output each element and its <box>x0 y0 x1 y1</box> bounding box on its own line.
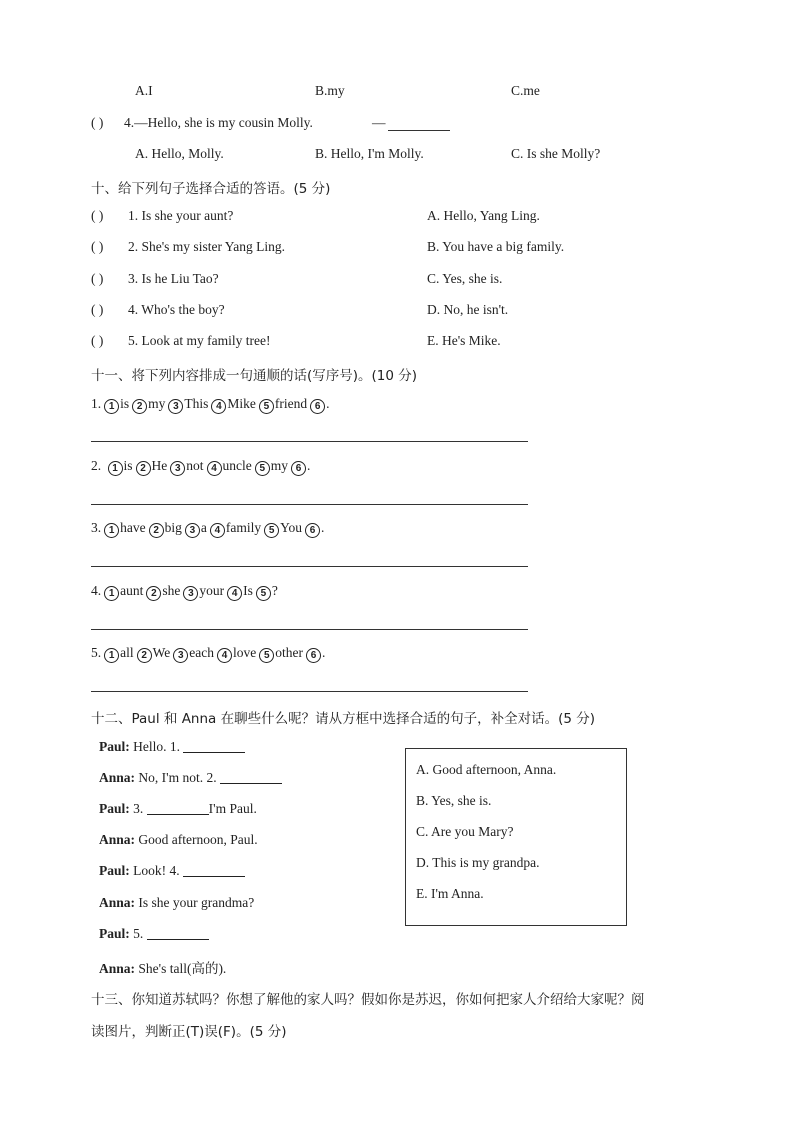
circled-number-4: 4 <box>207 461 222 476</box>
q4-option-c: C. Is she Molly? <box>511 146 601 161</box>
q4-option-a: A. Hello, Molly. <box>135 146 224 161</box>
dialogue-line-6 <box>99 895 254 911</box>
dialogue-text-after: I'm Paul. <box>208 801 257 816</box>
section10-paren: ( ) <box>91 333 104 348</box>
word: He <box>151 458 168 473</box>
speaker: Anna: <box>99 832 136 847</box>
dialogue-text: Good afternoon, Paul. <box>135 832 258 847</box>
blank-2[interactable] <box>220 771 282 784</box>
section10-paren: ( ) <box>91 271 104 286</box>
blank-4[interactable] <box>183 864 245 877</box>
word: all <box>120 645 134 660</box>
section10-paren: ( ) <box>91 208 104 223</box>
section12-heading: 十二、Paul 和 Anna 在聊些什么呢？请从方框中选择合适的句子，补全对话。(5 分) <box>91 711 596 727</box>
word: uncle <box>222 458 252 473</box>
section10-question: 4. Who's the boy? <box>128 302 225 317</box>
section10-question: 5. Look at my family tree! <box>128 333 271 348</box>
section11-answer-line-4[interactable] <box>91 629 528 630</box>
section13-heading-line1: 十三、你知道苏轼吗？你想了解他的家人吗？假如你是苏迟，你如何把家人介绍给大家呢？阅 <box>91 992 645 1008</box>
word: friend <box>274 396 308 411</box>
word: big <box>164 520 182 535</box>
word: my <box>148 396 166 411</box>
circled-number-4: 4 <box>210 523 225 538</box>
box-option-a: A. Good afternoon, Anna. <box>416 762 557 777</box>
section10-heading: 十、给下列句子选择合适的答语。(5 分) <box>91 181 331 197</box>
circled-number-2: 2 <box>136 461 151 476</box>
speaker: Anna: <box>99 895 136 910</box>
word: . <box>321 520 325 535</box>
circled-number-5: 5 <box>264 523 279 538</box>
circled-number-1: 1 <box>104 523 119 538</box>
circled-number-3: 3 <box>173 648 188 663</box>
section11-item-1 <box>91 396 330 414</box>
circled-number-3: 3 <box>168 399 183 414</box>
word: your <box>199 583 225 598</box>
circled-number-3: 3 <box>183 586 198 601</box>
item-number: 4. <box>91 583 102 598</box>
dialogue-text: Hello. 1. <box>129 739 184 754</box>
circled-number-4: 4 <box>211 399 226 414</box>
word: have <box>120 520 146 535</box>
circled-number-1: 1 <box>108 461 123 476</box>
word: Is <box>243 583 253 598</box>
word: each <box>189 645 215 660</box>
circled-number-5: 5 <box>255 461 270 476</box>
circled-number-3: 3 <box>170 461 185 476</box>
section10-question: 3. Is he Liu Tao? <box>128 271 219 286</box>
section11-item-3 <box>91 520 324 538</box>
q4-reply-dash: — <box>372 115 386 130</box>
word: love <box>233 645 257 660</box>
section10-question: 1. Is she your aunt? <box>128 208 234 223</box>
word: a <box>200 520 207 535</box>
item-number: 1. <box>91 396 102 411</box>
word: . <box>326 396 330 411</box>
dialogue-text: She's tall(高的). <box>135 961 227 976</box>
speaker: Paul: <box>99 801 130 816</box>
circled-number-1: 1 <box>104 399 119 414</box>
q4-paren: ( ) <box>91 115 104 130</box>
word: is <box>120 396 130 411</box>
section10-answer: B. You have a big family. <box>427 239 565 254</box>
circled-number-6: 6 <box>306 648 321 663</box>
speaker: Paul: <box>99 863 130 878</box>
word: You <box>280 520 303 535</box>
circled-number-4: 4 <box>227 586 242 601</box>
q4-option-b: B. Hello, I'm Molly. <box>315 146 424 161</box>
circled-number-3: 3 <box>185 523 200 538</box>
word: . <box>322 645 326 660</box>
dialogue-line-1 <box>99 739 245 755</box>
word: not <box>186 458 204 473</box>
q4-answer-line[interactable] <box>388 130 450 131</box>
word: other <box>275 645 304 660</box>
q3-option-b: B.my <box>315 83 345 98</box>
section10-answer: D. No, he isn't. <box>427 302 509 317</box>
dialogue-line-8 <box>99 957 226 977</box>
dialogue-text: No, I'm not. 2. <box>135 770 220 785</box>
section11-answer-line-2[interactable] <box>91 504 528 505</box>
section10-question: 2. She's my sister Yang Ling. <box>128 239 285 254</box>
word: This <box>184 396 209 411</box>
item-number: 5. <box>91 645 102 660</box>
section11-item-4 <box>91 583 278 601</box>
circled-number-6: 6 <box>305 523 320 538</box>
q3-option-c: C.me <box>511 83 540 98</box>
speaker: Anna: <box>99 770 136 785</box>
q4-text: 4.—Hello, she is my cousin Molly. <box>124 115 313 130</box>
item-number: 3. <box>91 520 102 535</box>
circled-number-5: 5 <box>259 648 274 663</box>
circled-number-2: 2 <box>146 586 161 601</box>
section11-answer-line-3[interactable] <box>91 566 528 567</box>
box-option-d: D. This is my grandpa. <box>416 855 540 870</box>
speaker: Anna: <box>99 961 136 976</box>
blank-5[interactable] <box>147 927 209 940</box>
dialogue-text: Is she your grandma? <box>135 895 255 910</box>
word: . <box>307 458 311 473</box>
circled-number-2: 2 <box>132 399 147 414</box>
section11-item-2 <box>91 458 310 476</box>
box-option-c: C. Are you Mary? <box>416 824 514 839</box>
dialogue-text: 5. <box>129 926 147 941</box>
circled-number-1: 1 <box>104 648 119 663</box>
dialogue-line-5 <box>99 863 245 879</box>
circled-number-5: 5 <box>259 399 274 414</box>
section11-item-5 <box>91 645 325 663</box>
dialogue-line-2 <box>99 770 282 786</box>
item-number: 2. <box>91 458 105 473</box>
options-box <box>405 748 627 926</box>
q3-option-a: A.I <box>135 83 153 98</box>
section11-heading: 十一、将下列内容排成一句通顺的话(写序号)。(10 分) <box>91 368 418 384</box>
circled-number-6: 6 <box>310 399 325 414</box>
circled-number-6: 6 <box>291 461 306 476</box>
speaker: Paul: <box>99 926 130 941</box>
dialogue-line-7 <box>99 926 209 942</box>
section10-paren: ( ) <box>91 302 104 317</box>
word: We <box>152 645 171 660</box>
blank-3[interactable] <box>147 802 209 815</box>
word: she <box>162 583 181 598</box>
circled-number-4: 4 <box>217 648 232 663</box>
box-option-e: E. I'm Anna. <box>416 886 484 901</box>
section11-answer-line-5[interactable] <box>91 691 528 692</box>
word: aunt <box>120 583 144 598</box>
word: ? <box>271 583 278 598</box>
word: Mike <box>227 396 256 411</box>
section10-answer: E. He's Mike. <box>427 333 501 348</box>
circled-number-2: 2 <box>149 523 164 538</box>
dialogue-text: 3. <box>129 801 147 816</box>
box-option-b: B. Yes, she is. <box>416 793 492 808</box>
circled-number-5: 5 <box>256 586 271 601</box>
circled-number-1: 1 <box>104 586 119 601</box>
section10-paren: ( ) <box>91 239 104 254</box>
section10-answer: A. Hello, Yang Ling. <box>427 208 540 223</box>
dialogue-line-3 <box>99 801 257 817</box>
section10-answer: C. Yes, she is. <box>427 271 503 286</box>
dialogue-line-4 <box>99 832 258 848</box>
word: family <box>225 520 262 535</box>
dialogue-text: Look! 4. <box>129 863 184 878</box>
blank-1[interactable] <box>183 740 245 753</box>
circled-number-2: 2 <box>137 648 152 663</box>
section13-heading-line2: 读图片，判断正(T)误(F)。(5 分) <box>91 1024 287 1040</box>
speaker: Paul: <box>99 739 130 754</box>
section11-answer-line-1[interactable] <box>91 441 528 442</box>
word: my <box>270 458 289 473</box>
word: is <box>123 458 133 473</box>
